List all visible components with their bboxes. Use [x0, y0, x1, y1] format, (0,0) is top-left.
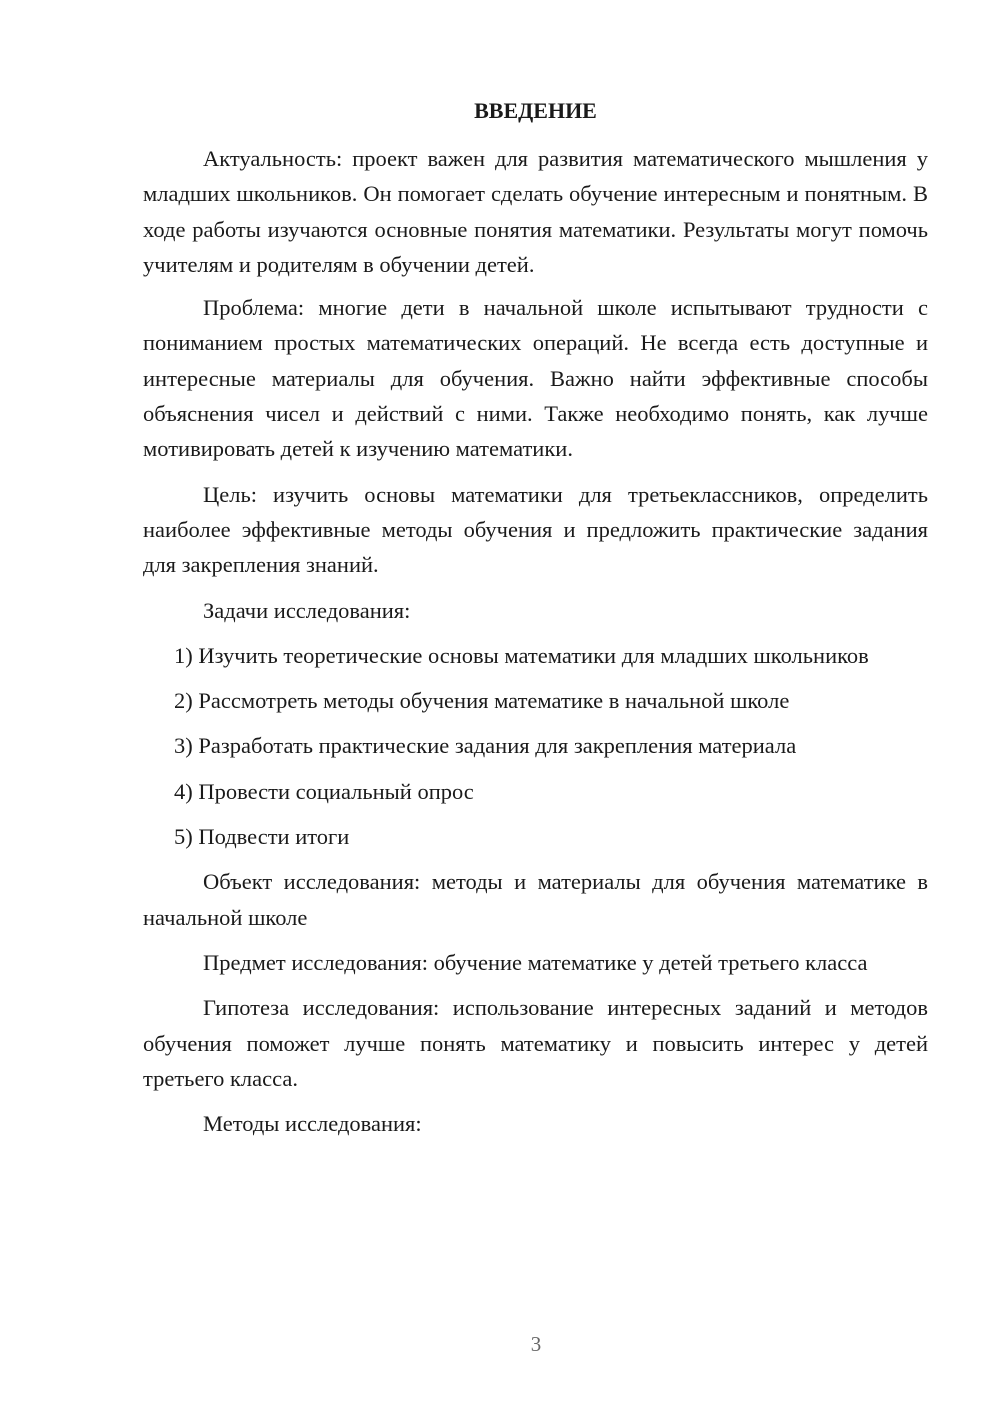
- task-item: 2) Рассмотреть методы обучения математике в начальной школе: [174, 688, 790, 714]
- relevance-paragraph: Актуальность: проект важен для развития математического мышления у младших школьников. Он помогает сделать обучение интересным и понятным. В ходе работы изучаются основные понятия математики. Результаты могут помочь учителям и родителям в обучении детей.: [143, 146, 928, 277]
- hypothesis-paragraph: Гипотеза исследования: использование интересных заданий и методов обучения поможет лучше понять математику и повысить интерес у детей третьего класса.: [143, 995, 928, 1091]
- tasks-heading: Задачи исследования:: [203, 597, 411, 623]
- problem-paragraph: Проблема: многие дети в начальной школе испытывают трудности с пониманием простых математических операций. Не всегда есть доступные и интересные материалы для обучения. Важно найти эффективные способы объяснения чисел и действий с ними. Также необходимо понять, как лучше мотивировать детей к изучению математики.: [143, 295, 928, 462]
- object-paragraph: Объект исследования: методы и материалы для обучения математике в начальной школе: [143, 869, 928, 930]
- task-item: 5) Подвести итоги: [174, 824, 350, 850]
- task-item: 4) Провести социальный опрос: [174, 778, 474, 804]
- section-title: ВВЕДЕНИЕ: [474, 98, 597, 123]
- methods-heading: Методы исследования:: [203, 1111, 422, 1137]
- document-page: [143, 93, 928, 1151]
- page-number: 3: [530, 1332, 542, 1356]
- task-item: 3) Разработать практические задания для закрепления материала: [174, 733, 797, 759]
- subject-paragraph: Предмет исследования: обучение математике у детей третьего класса: [203, 949, 868, 975]
- task-item: 1) Изучить теоретические основы математики для младших школьников: [174, 642, 869, 668]
- goal-paragraph: Цель: изучить основы математики для третьеклассников, определить наиболее эффективные методы обучения и предложить практические задания для закрепления знаний.: [143, 481, 928, 578]
